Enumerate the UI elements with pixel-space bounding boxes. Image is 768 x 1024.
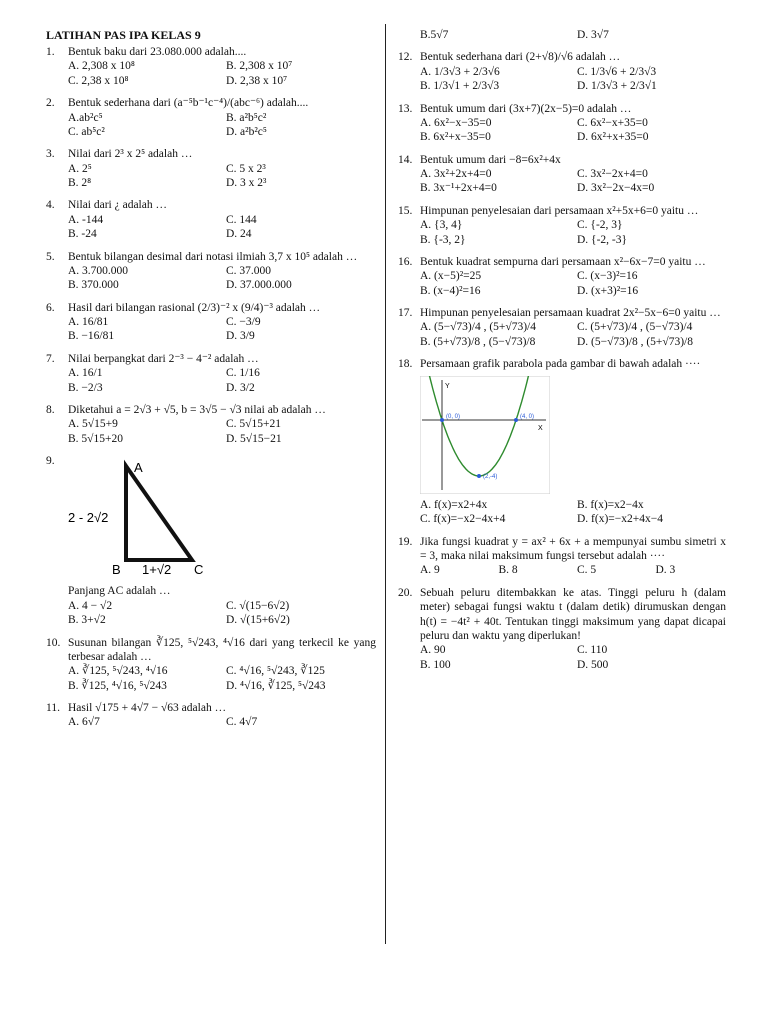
answer-option[interactable]: D. √(15+6√2)	[226, 614, 290, 627]
answer-option[interactable]: B. (5+√73)/8 , (5−√73)/8	[420, 335, 536, 348]
question-stem: Himpunan penyelesaian dari persamaan x²+5x+6=0 yaitu …	[420, 204, 699, 217]
answer-option[interactable]: C. 2,38 x 10⁸	[68, 74, 129, 87]
answer-option[interactable]: B. 370.000	[68, 279, 119, 292]
question-stem: Bentuk umum dari (3x+7)(2x−5)=0 adalah …	[420, 102, 632, 115]
answer-option[interactable]: A. 90	[420, 644, 446, 657]
question-stem: Bentuk bilangan desimal dari notasi ilmiah 3,7 x 10⁵ adalah …	[68, 250, 358, 263]
question-stem: Diketahui a = 2√3 + √5, b = 3√5 − √3 nilai ab adalah …	[68, 403, 326, 416]
answer-option[interactable]: B. -24	[68, 228, 97, 241]
worksheet-title: LATIHAN PAS IPA KELAS 9	[46, 28, 201, 42]
answer-option[interactable]: A. 1/3√3 + 2/3√6	[420, 65, 500, 78]
answer-options	[420, 643, 726, 672]
question-body	[420, 153, 726, 196]
question-stem: Persamaan grafik parabola pada gambar di bawah adalah ····	[420, 358, 701, 371]
vertex-label-a: A	[134, 460, 143, 475]
answer-option[interactable]: A. 6√7	[68, 716, 100, 729]
question-number: 20.	[398, 586, 413, 599]
triangle-shape	[126, 466, 192, 560]
answer-option[interactable]: A. 3.700.000	[68, 264, 129, 277]
question-body	[68, 352, 376, 395]
answer-option[interactable]: D. (5−√73)/8 , (5+√73)/8	[577, 335, 693, 348]
question-body	[68, 403, 376, 446]
answer-option[interactable]: A. 2,308 x 10⁸	[68, 60, 135, 73]
question-number: 19.	[398, 535, 413, 548]
question-body	[420, 28, 726, 42]
answer-option[interactable]: B. ∛125, ⁴√16, ⁵√243	[68, 679, 167, 692]
answer-option[interactable]: D. 37.000.000	[226, 279, 292, 292]
answer-option[interactable]: A. 9	[420, 564, 440, 577]
answer-option[interactable]: B. −16/81	[68, 330, 115, 343]
answer-option[interactable]: A. ∛125, ⁵√243, ⁴√16	[68, 665, 168, 678]
question-stem: Bentuk sederhana dari (a⁻⁵b⁻¹c⁻⁴)/(abc⁻⁶) adalah....	[68, 97, 309, 110]
question-stem: Nilai dari 2³ x 2⁵ adalah …	[68, 148, 193, 161]
question-stem: Sebuah peluru ditembakkan ke atas. Tinggi peluru h (dalam meter) sebagai fungsi waktu t (dalam detik) dirumuskan dengan h(t) = −4t² + 40t. Tentukan tinggi maksimum yang dapat dicapai peluru dan waktu yang diperlukan!	[420, 586, 726, 642]
answer-options	[68, 315, 376, 344]
question-body	[420, 255, 726, 298]
answer-option[interactable]: B. a²b⁵c²	[226, 111, 267, 124]
answer-option[interactable]: B.5√7	[420, 29, 449, 41]
answer-option[interactable]: B. 3x⁻¹+2x+4=0	[420, 182, 497, 195]
question-number: 8.	[46, 403, 55, 416]
answer-option[interactable]: D. 24	[226, 228, 252, 241]
answer-options	[68, 417, 376, 446]
question-number: 14.	[398, 153, 413, 166]
question-stem: Bentuk umum dari −8=6x²+4x	[420, 153, 561, 166]
answer-option[interactable]: D. a²b²c⁵	[226, 125, 267, 138]
column-divider	[385, 24, 386, 944]
question-body	[68, 96, 376, 139]
answer-option[interactable]: A. (5−√73)/4 , (5+√73)/4	[420, 321, 536, 334]
question-item	[398, 50, 726, 93]
answer-option[interactable]: C. 5	[577, 564, 597, 577]
answer-option[interactable]: B. −2/3	[68, 381, 103, 394]
vertex-label-c: C	[194, 562, 204, 577]
question-number: 1.	[46, 46, 55, 58]
answer-option[interactable]: B. 6x²+x−35=0	[420, 131, 491, 144]
question-body	[68, 45, 376, 88]
question-body	[68, 198, 376, 241]
question-item	[398, 535, 726, 578]
question-stem: Himpunan penyelesaian persamaan kuadrat 2x²−5x−6=0 yaitu …	[420, 307, 721, 319]
answer-option[interactable]: C. ab⁵c²	[68, 125, 105, 138]
question-stem: Hasil √175 + 4√7 − √63 adalah …	[68, 702, 227, 714]
question-number: 15.	[398, 204, 413, 217]
answer-option[interactable]: B. {-3, 2}	[420, 233, 466, 246]
question-item	[398, 255, 726, 298]
answer-options	[420, 28, 726, 42]
answer-option[interactable]: C. 37.000	[226, 264, 272, 277]
question-item	[398, 28, 726, 42]
question-item	[398, 306, 726, 349]
point-vertex	[477, 474, 481, 478]
answer-options	[68, 213, 376, 242]
answer-options	[420, 498, 726, 527]
question-body	[68, 701, 376, 730]
question-number: 7.	[46, 352, 55, 365]
question-number: 16.	[398, 255, 413, 268]
question-item	[46, 454, 376, 628]
triangle-figure	[68, 458, 218, 578]
question-body	[420, 586, 726, 672]
answer-option[interactable]: D. 6x²+x+35=0	[577, 131, 649, 144]
answer-option[interactable]: B. 3+√2	[68, 614, 106, 627]
question-number: 4.	[46, 199, 55, 212]
question-item	[46, 147, 376, 190]
question-body	[420, 204, 726, 247]
question-stem: Hasil dari bilangan rasional (2/3)⁻² x (9/4)⁻³ adalah …	[68, 301, 321, 314]
answer-option[interactable]: A. 3x²+2x+4=0	[420, 168, 492, 180]
question-number: 18.	[398, 358, 413, 371]
question-item	[398, 153, 726, 196]
question-item	[398, 357, 726, 527]
answer-option[interactable]: A. 16/81	[68, 316, 109, 328]
answer-option[interactable]: B. 2,308 x 10⁷	[226, 60, 293, 73]
answer-options	[420, 218, 726, 247]
answer-option[interactable]: C. 5√15+21	[226, 418, 281, 431]
answer-option[interactable]: B. 100	[420, 658, 451, 671]
answer-options	[420, 167, 726, 196]
y-axis-label: Y	[445, 382, 450, 390]
answer-option[interactable]: D. {-2, -3}	[577, 233, 628, 246]
answer-option[interactable]: A. -144	[68, 213, 104, 226]
question-stem: Jika fungsi kuadrat y = ax² + 6x + a mempunyai sumbu simetri x = 3, maka nilai maksimum fungsi tersebut adalah ····	[420, 535, 726, 562]
answer-option[interactable]: D. 3/2	[226, 381, 255, 394]
answer-option[interactable]: C. (5+√73)/4 , (5−√73)/4	[577, 321, 693, 334]
question-body	[420, 357, 726, 527]
answer-option[interactable]: D. 3/9	[226, 330, 255, 343]
question-body	[420, 306, 726, 349]
question-number: 11.	[46, 702, 60, 714]
question-number: 2.	[46, 97, 55, 110]
answer-option[interactable]: B. 5√15+20	[68, 432, 123, 445]
answer-options	[420, 65, 726, 94]
answer-option[interactable]: C. 110	[577, 644, 608, 657]
left-column	[46, 28, 376, 738]
answer-option[interactable]: C. 6x²−x+35=0	[577, 116, 648, 129]
answer-option[interactable]: D. ⁴√16, ∛125, ⁵√243	[226, 679, 326, 692]
question-body	[68, 454, 376, 628]
question-item	[46, 403, 376, 446]
answer-option[interactable]: C. √(15−6√2)	[226, 599, 290, 612]
answer-option[interactable]: A. f(x)=x2+4x	[420, 498, 488, 511]
point-vertex-label: (2,-4)	[483, 473, 498, 480]
question-body	[68, 147, 376, 190]
question-stem: Panjang AC adalah …	[68, 585, 171, 598]
question-number: 3.	[46, 148, 55, 161]
answer-option[interactable]: D. (x+3)²=16	[577, 284, 639, 297]
question-stem: Bentuk kuadrat sempurna dari persamaan x²−6x−7=0 yaitu …	[420, 255, 706, 268]
question-number	[398, 28, 420, 42]
right-column	[398, 28, 726, 680]
answer-options	[420, 116, 726, 145]
question-number: 12.	[398, 51, 413, 64]
answer-option[interactable]: B. (x−4)²=16	[420, 284, 481, 297]
answer-option[interactable]: C. 1/16	[226, 367, 260, 380]
answer-option[interactable]: D. 3	[655, 564, 676, 577]
answer-options	[68, 59, 376, 88]
answer-option[interactable]: B. 1/3√1 + 2/3√3	[420, 80, 500, 93]
answer-option[interactable]: A. 6x²−x−35=0	[420, 116, 492, 129]
question-body	[420, 50, 726, 93]
answer-option[interactable]: A. (x−5)²=25	[420, 270, 482, 283]
parabola-graph	[420, 376, 550, 494]
answer-options	[420, 269, 726, 298]
question-number: 10.	[46, 636, 61, 649]
question-item	[398, 586, 726, 672]
point-root	[514, 418, 518, 422]
x-axis-label: X	[538, 424, 543, 432]
question-number: 17.	[398, 307, 413, 319]
answer-option[interactable]: B. 8	[498, 564, 518, 577]
answer-option[interactable]: B. f(x)=x2−4x	[577, 498, 644, 511]
answer-option[interactable]: D. f(x)=−x2+4x−4	[577, 513, 663, 526]
question-item	[46, 198, 376, 241]
answer-options	[68, 366, 376, 395]
answer-option[interactable]: C. 1/3√6 + 2/3√3	[577, 65, 657, 78]
answer-option[interactable]: B. 2⁸	[68, 177, 92, 189]
answer-option[interactable]: D. 3x²−2x−4x=0	[577, 182, 655, 195]
answer-option[interactable]: C. f(x)=−x2−4x+4	[420, 513, 506, 526]
question-body	[420, 102, 726, 145]
answer-options	[420, 320, 726, 349]
point-origin-label: (0, 0)	[446, 413, 461, 420]
question-item	[46, 636, 376, 694]
answer-option[interactable]: A. 5√15+9	[68, 418, 118, 431]
answer-options	[68, 162, 376, 191]
answer-options	[68, 715, 376, 729]
question-body	[68, 301, 376, 344]
left-question-list	[46, 45, 376, 730]
answer-option[interactable]: C. (x−3)²=16	[577, 270, 638, 283]
question-item	[46, 250, 376, 293]
answer-option[interactable]: D. 5√15−21	[226, 432, 282, 445]
question-stem: Nilai berpangkat dari 2⁻³ − 4⁻² adalah …	[68, 352, 259, 365]
answer-option[interactable]: A. 2⁵	[68, 162, 92, 175]
answer-option[interactable]: C. ⁴√16, ⁵√243, ∛125	[226, 665, 325, 678]
answer-option[interactable]: C. {-2, 3}	[577, 219, 623, 232]
answer-options	[68, 264, 376, 293]
question-body	[68, 250, 376, 293]
answer-option[interactable]: C. 5 x 2³	[226, 162, 266, 175]
question-item	[46, 301, 376, 344]
answer-options	[68, 111, 376, 140]
question-number: 9.	[46, 455, 55, 467]
answer-option[interactable]: C. 4√7	[226, 716, 258, 729]
answer-option[interactable]: D. 500	[577, 658, 609, 671]
answer-options	[68, 664, 376, 693]
answer-option[interactable]: C. −3/9	[226, 316, 261, 328]
point-root-label: (4, 0)	[520, 413, 535, 420]
question-item	[398, 204, 726, 247]
answer-option[interactable]: A.ab²c⁵	[68, 111, 103, 124]
answer-option[interactable]: D. 1/3√3 + 2/3√1	[577, 80, 657, 93]
question-stem: Bentuk sederhana dari (2+√8)/√6 adalah …	[420, 51, 621, 64]
answer-option[interactable]: D. 3√7	[577, 29, 609, 41]
answer-option[interactable]: A. {3, 4}	[420, 219, 463, 232]
side-label-ab: 2 - 2√2	[68, 510, 109, 525]
answer-option[interactable]: D. 2,38 x 10⁷	[226, 74, 288, 87]
question-stem: Bentuk baku dari 23.080.000 adalah....	[68, 46, 247, 58]
question-stem: Nilai dari ¿ adalah …	[68, 199, 167, 212]
question-item	[46, 45, 376, 88]
answer-option[interactable]: C. 3x²−2x+4=0	[577, 168, 648, 180]
answer-option[interactable]: C. 144	[226, 213, 257, 226]
answer-option[interactable]: A. 4 − √2	[68, 599, 113, 612]
answer-option[interactable]: A. 16/1	[68, 367, 103, 380]
right-question-list	[398, 28, 726, 672]
vertex-label-b: B	[112, 562, 121, 577]
point-origin	[440, 418, 444, 422]
answer-option[interactable]: D. 3 x 2³	[226, 177, 267, 189]
question-item	[46, 96, 376, 139]
side-label-bc: 1+√2	[142, 562, 172, 577]
question-number: 13.	[398, 102, 413, 115]
question-item	[46, 352, 376, 395]
question-item	[46, 701, 376, 730]
question-item	[398, 102, 726, 145]
answer-options	[68, 599, 376, 628]
question-body	[68, 636, 376, 694]
question-number: 6.	[46, 301, 55, 314]
question-number: 5.	[46, 250, 55, 263]
question-body	[420, 535, 726, 578]
answer-options	[420, 563, 726, 577]
question-stem: Susunan bilangan ∛125, ⁵√243, ⁴√16 dari yang terkecil ke yang terbesar adalah …	[68, 636, 376, 663]
